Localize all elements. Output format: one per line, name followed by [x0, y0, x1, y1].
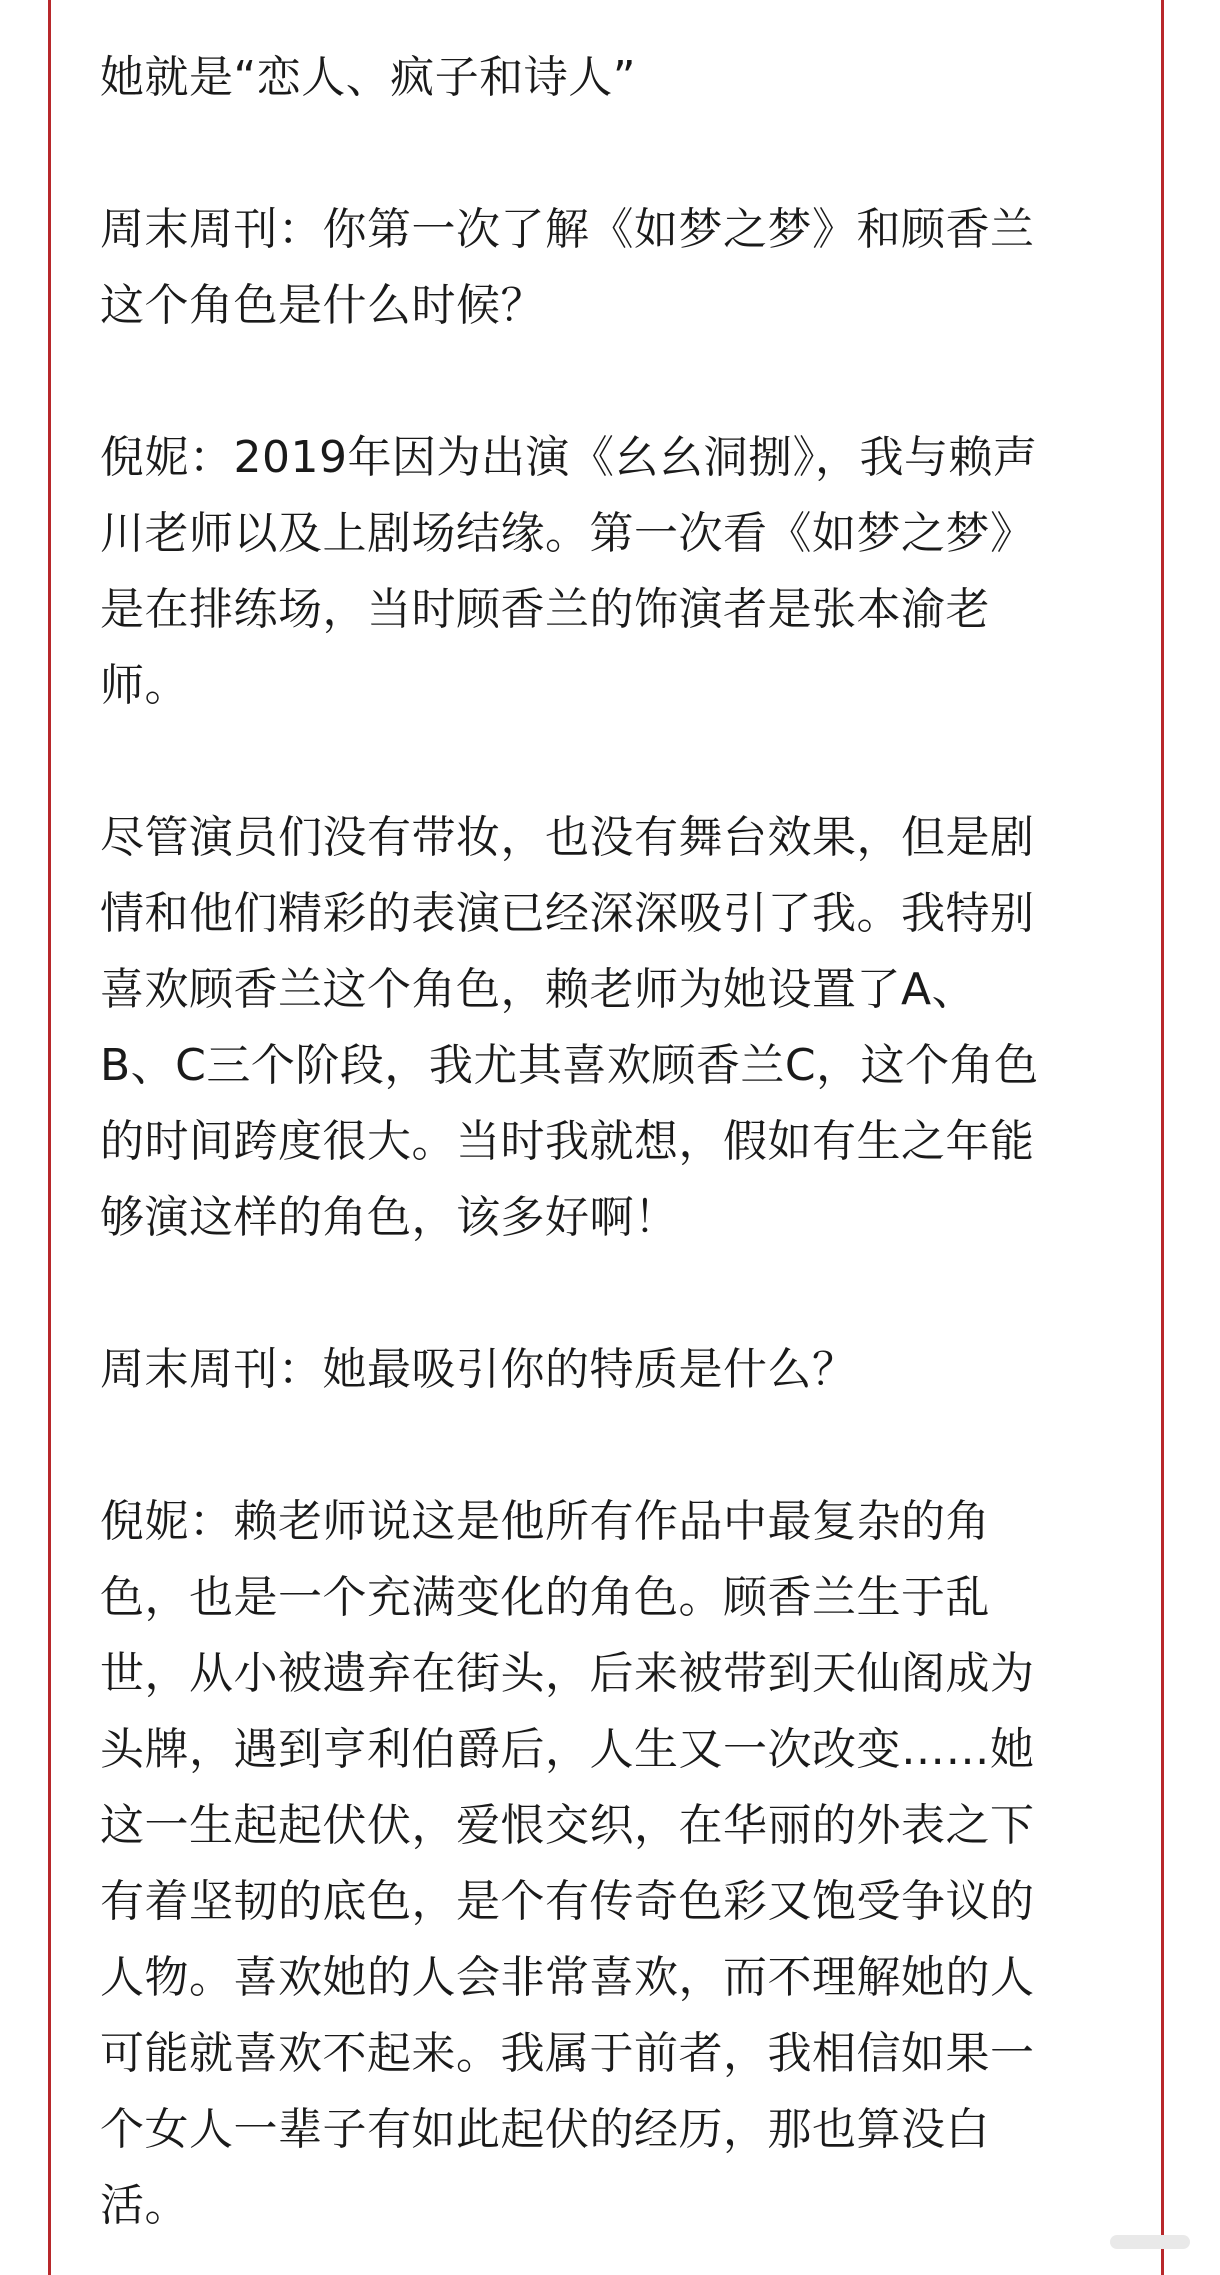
article-body	[100, 40, 1110, 2244]
interview-question-2: 周末周刊：她最吸引你的特质是什么？	[100, 1344, 857, 1395]
interview-question-1: 周末周刊：你第一次了解《如梦之梦》和顾香兰 这个角色是什么时候？	[100, 204, 1035, 331]
interview-answer-2: 倪妮：赖老师说这是他所有作品中最复杂的角 色，也是一个充满变化的角色。顾香兰生于乱 世，从小被遗弃在街头，后来被带到天仙阁成为 头牌，遇到亨利伯爵后，人生又一次改变……她 这一生起起伏伏，爱恨交织，在华丽的外表之下 有着坚韧的底色，是个有传奇色彩又饱受争议的 人物。喜欢她的人会非常喜欢，而不理解她的人 可能就喜欢不起来。我属于前者，我相信如果一 个女人一辈子有如此起伏的经历，那也算没白 活。	[100, 1496, 1035, 2231]
interview-answer-1: 倪妮：2019年因为出演《幺幺洞捌》，我与赖声 川老师以及上剧场结缘。第一次看《如梦之梦》 是在排练场，当时顾香兰的饰演者是张本渝老 师。	[100, 432, 1038, 711]
watermark-logo	[1110, 2235, 1190, 2249]
interview-answer-1-continued: 尽管演员们没有带妆，也没有舞台效果，但是剧 情和他们精彩的表演已经深深吸引了我。我特别 喜欢顾香兰这个角色，赖老师为她设置了A、 B、C三个阶段，我尤其喜欢顾香兰C，这个角色 的时间跨度很大。当时我就想，假如有生之年能 够演这样的角色，该多好啊！	[100, 812, 1039, 1243]
article-heading: 她就是“恋人、疯子和诗人”	[100, 52, 637, 103]
